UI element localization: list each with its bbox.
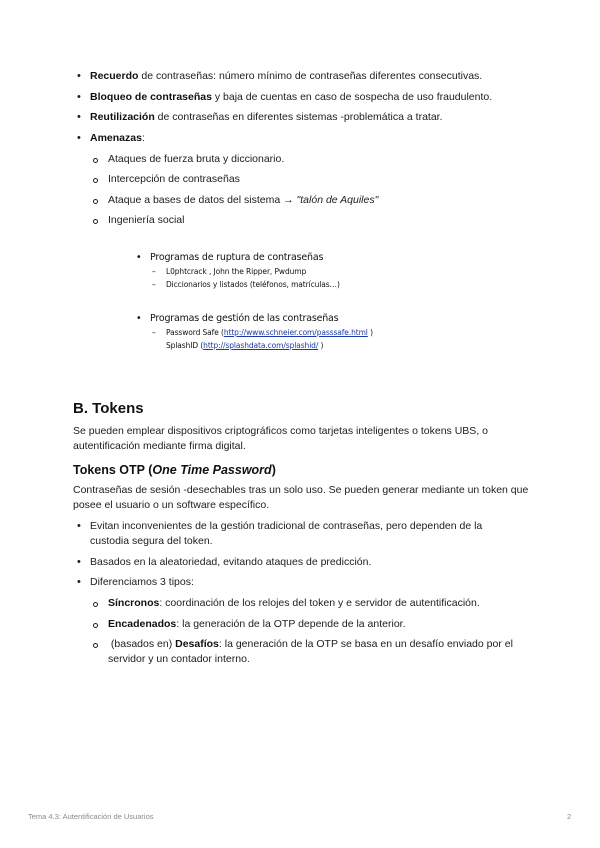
slide-heading: • Programas de gestión de las contraseñas — [136, 313, 373, 324]
list-item — [90, 596, 513, 611]
list-item — [73, 90, 533, 105]
section-b-intro: Se pueden emplear dispositivos criptográficos como tarjetas inteligentes o tokens UBS, o autentificación mediante firma digital. — [73, 425, 488, 452]
list-item — [90, 193, 533, 208]
otp-bullet-list — [73, 519, 513, 667]
page-number: 2 — [567, 812, 572, 821]
list-item: Ingeniería social — [90, 213, 533, 228]
list-item-text: : coordinación de los relojes del token y e servidor de autentificación. — [159, 597, 480, 609]
otp-intro: Contraseñas de sesión -desechables tras un solo uso. Se pueden generar mediante un token que posee el usuario o un software específico. — [73, 484, 529, 511]
list-item-text: de contraseñas: número mínimo de contraseñas diferentes consecutivas. — [138, 70, 483, 82]
list-item — [73, 110, 533, 125]
list-item — [90, 637, 513, 667]
list-item-text: Ataque a bases de datos del sistema → — [108, 193, 297, 206]
otp-types-sublist — [90, 596, 513, 667]
top-bullet-list — [73, 69, 533, 228]
list-item — [90, 617, 513, 632]
footer-title: Tema 4.3: Autentificación de Usuarios — [28, 812, 154, 821]
slide-heading: • Programas de ruptura de contraseñas — [136, 252, 340, 263]
slide-block-cracking — [136, 252, 340, 289]
text: ) — [318, 341, 324, 350]
top-content — [73, 69, 533, 234]
list-item-text: y baja de cuentas en caso de sospecha de uso fraudulento. — [211, 90, 493, 103]
text: SplashID ( — [166, 341, 204, 350]
text: ) — [271, 463, 276, 477]
list-item — [73, 575, 513, 667]
bold-term: Desafíos — [175, 638, 219, 650]
italic-text: One Time Password — [152, 463, 272, 477]
bold-term: Síncronos — [108, 597, 160, 609]
text: ) — [367, 328, 373, 337]
slide-subitem — [136, 341, 373, 350]
otp-title — [73, 463, 543, 477]
slide-subitem — [136, 328, 373, 337]
threats-sublist — [90, 152, 533, 229]
splashid-link[interactable]: http://splashdata.com/splashid/ — [203, 341, 319, 350]
slide-subitem: – Diccionarios y listados (teléfonos, matrículas…) — [136, 280, 340, 289]
bold-term: Amenazas — [90, 131, 142, 144]
otp-section — [73, 463, 543, 673]
list-item — [73, 131, 533, 229]
password-safe-link[interactable]: http://www.schneier.com/passsafe.html — [223, 328, 368, 337]
slide-block-managers — [136, 313, 373, 350]
list-item-text: : la generación de la OTP se basa en un desafío enviado por el servidor y un contador interno. — [108, 638, 513, 665]
text: Password Safe ( — [166, 328, 224, 337]
list-item: Ataques de fuerza bruta y diccionario. — [90, 152, 533, 167]
list-item-text: (basados en) — [108, 638, 176, 650]
text: Tokens OTP ( — [73, 463, 153, 477]
list-item: • Basados en la aleatoriedad, evitando ataques de predicción. — [73, 555, 513, 570]
bold-term: Reutilización — [90, 111, 155, 123]
list-item-text: : la generación de la OTP depende de la anterior. — [176, 617, 406, 630]
list-item-text: de contraseñas en diferentes sistemas -problemática a tratar. — [154, 111, 443, 123]
section-b-title: B. Tokens — [73, 400, 144, 417]
slide-subitem: – L0phtcrack , John the Ripper, Pwdump — [136, 267, 340, 276]
list-item: Intercepción de contraseñas — [90, 172, 533, 187]
list-item — [73, 69, 533, 84]
bold-term: Encadenados — [108, 617, 177, 630]
bold-term: Recuerdo — [90, 70, 139, 82]
italic-quote: "talón de Aquiles" — [296, 193, 379, 206]
list-item-text: : — [141, 131, 145, 144]
list-item: • Evitan inconvenientes de la gestión tradicional de contraseñas, pero dependen de la custodia segura del token. — [73, 519, 513, 549]
list-item-text: Diferenciamos 3 tipos: — [90, 576, 194, 588]
bold-term: Bloqueo de contraseñas — [90, 90, 212, 103]
